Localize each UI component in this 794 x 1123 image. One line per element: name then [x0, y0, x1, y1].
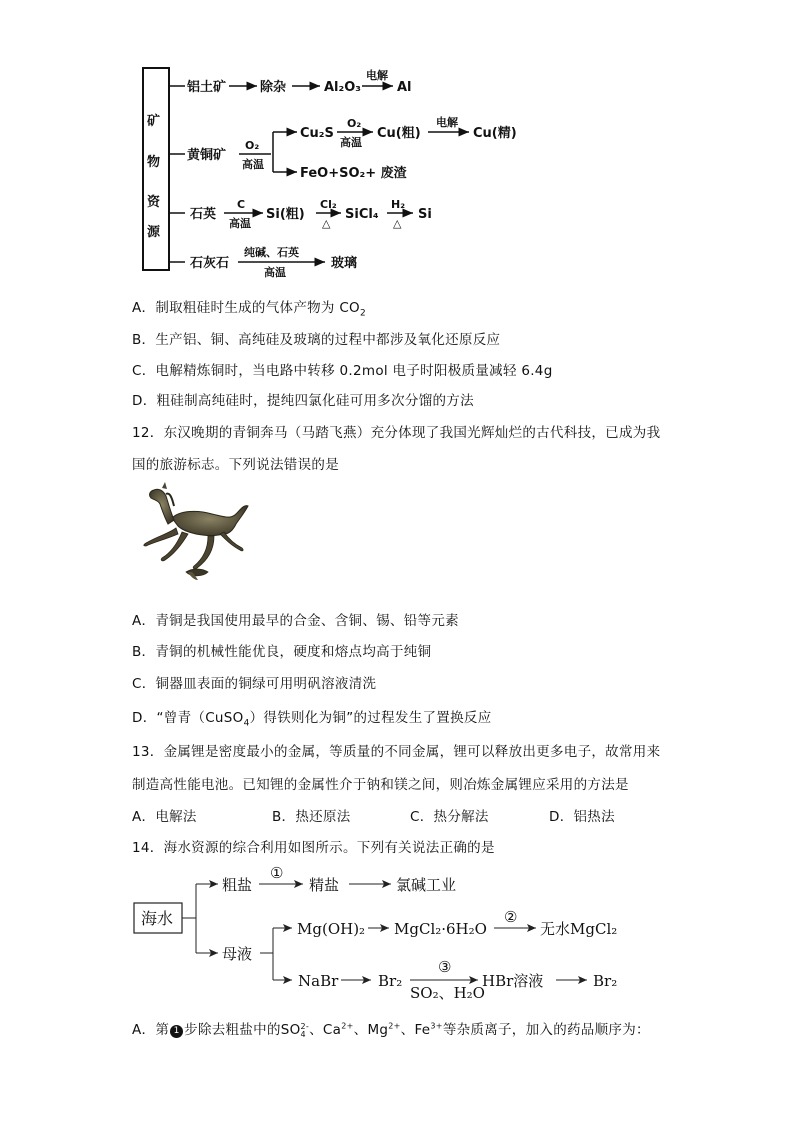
circled-number-1: 1: [170, 1025, 183, 1038]
q13-option-a: A．电解法: [132, 809, 197, 825]
q13-option-b: B．热还原法: [272, 809, 351, 825]
q12-option-b: B．青铜的机械性能优良，硬度和熔点均高于纯铜: [132, 644, 432, 660]
r2-anhydrous-mgcl2: 无水MgCl₂: [540, 920, 618, 938]
q14-option-a: A．第 1 步除去粗盐中的SO 2- 4 、$Ca^{2+}$、$Mg^{2+}$、$Fe^{3+}$等杂质离子，加入的药品顺序为：: [132, 1021, 650, 1039]
r2-step-2: ②: [504, 908, 518, 926]
row3-top1: C: [237, 198, 246, 211]
row4-top: 纯碱、石英: [244, 246, 299, 259]
q11-option-c: C．电解精炼铜时，当电路中转移 0.2mol 电子时阳极质量减轻 6.4g: [132, 363, 553, 379]
r3-nabr: NaBr: [298, 972, 339, 990]
row1-product: Al₂O₃: [324, 80, 361, 95]
r3-step-3: ③: [438, 958, 452, 976]
seawater-label: 海水: [141, 909, 174, 928]
q12-option-a: A．青铜是我国使用最早的合金、含铜、锡、铅等元素: [132, 613, 459, 629]
q13-stem-line1: 13．金属锂是密度最小的金属，等质量的不同金属，锂可以释放出更多电子，故常用来: [132, 744, 661, 760]
row2-branch1-arrow: 电解: [436, 116, 458, 129]
row4-product: 玻璃: [331, 256, 358, 271]
q12-stem-line2: 国的旅游标志。下列说法错误的是: [132, 457, 339, 473]
row2-branch1-c: Cu(精): [473, 126, 517, 141]
row3-p3: Si: [418, 207, 432, 222]
seawater-diagram: [0, 860, 794, 1010]
r3-condition: SO₂、H₂O: [410, 984, 485, 1002]
q12-option-c: C．铜器皿表面的铜绿可用明矾溶液清洗: [132, 676, 377, 692]
q11-option-b: B．生产铝、铜、高纯硅及玻璃的过程中都涉及氧化还原反应: [132, 332, 501, 348]
r3-br2-final: Br₂: [593, 972, 618, 990]
q13-option-c: C．热分解法: [410, 809, 489, 825]
mother-liquor: 母液: [222, 945, 253, 963]
row2-bottom-label: 高温: [242, 158, 264, 171]
r1-step-1: ①: [270, 864, 284, 882]
q11-option-d: D．粗硅制高纯硅时，提纯四氯化硅可用多次分馏的方法: [132, 393, 474, 409]
side-label-1: 矿: [147, 114, 161, 129]
row2-branch1-b: Cu(粗): [377, 126, 421, 141]
row2-start: 黄铜矿: [187, 148, 227, 163]
r1-chlor-alkali: 氯碱工业: [396, 876, 457, 894]
row2-branch1-bottom: 高温: [340, 136, 362, 149]
side-label-4: 源: [147, 225, 161, 240]
q13-option-d: D．铝热法: [549, 809, 615, 825]
row4-start: 石灰石: [190, 256, 230, 271]
r1-crude-salt: 粗盐: [222, 876, 253, 894]
row3-bottom2: △: [322, 217, 331, 230]
r2-mgcl2-hydrate: MgCl₂·6H₂O: [394, 920, 487, 938]
r1-refined-salt: 精盐: [309, 876, 340, 894]
q13-stem-line2: 制造高性能电池。已知锂的金属性介于钠和镁之间，则冶炼金属锂应采用的方法是: [132, 777, 629, 793]
row3-top2: Cl₂: [320, 198, 337, 211]
row1-step: 除杂: [260, 80, 287, 95]
row3-p1: Si(粗): [266, 207, 305, 222]
row1-arrow-label: 电解: [366, 69, 388, 82]
row3-bottom3: △: [393, 217, 402, 230]
q14-stem: 14．海水资源的综合利用如图所示。下列有关说法正确的是: [132, 840, 495, 856]
row1-start: 铝土矿: [187, 80, 227, 95]
row2-branch2: FeO+SO₂+ 废渣: [300, 166, 407, 181]
q11-option-a: A．制取粗硅时生成的气体产物为 $CO_2$: [132, 300, 367, 319]
row3-p2: SiCl₄: [345, 207, 379, 222]
row2-top-label: O₂: [245, 139, 260, 152]
r3-hbr: HBr溶液: [482, 972, 544, 990]
q12-option-d: D．“曾青（CuSO$_4$）得铁则化为铜”的过程发生了置换反应: [132, 710, 492, 729]
row3-top3: H₂: [391, 198, 406, 211]
row2-branch1-a: Cu₂S: [300, 126, 334, 141]
side-label-2: 物: [147, 155, 161, 170]
row3-start: 石英: [190, 207, 217, 222]
side-label-3: 资: [147, 195, 161, 210]
row4-bottom: 高温: [264, 266, 286, 279]
r2-mgoh2: Mg(OH)₂: [297, 920, 366, 938]
r3-br2: Br₂: [378, 972, 403, 990]
row3-bottom1: 高温: [229, 217, 251, 230]
mineral-resources-diagram: [0, 0, 794, 285]
q12-stem-line1: 12．东汉晚期的青铜奔马（马踏飞燕）充分体现了我国光辉灿烂的古代科技，已成为我: [132, 425, 661, 441]
row2-branch1-top: O₂: [347, 117, 362, 130]
row1-final: Al: [397, 80, 412, 95]
bronze-galloping-horse-image: [132, 480, 252, 590]
